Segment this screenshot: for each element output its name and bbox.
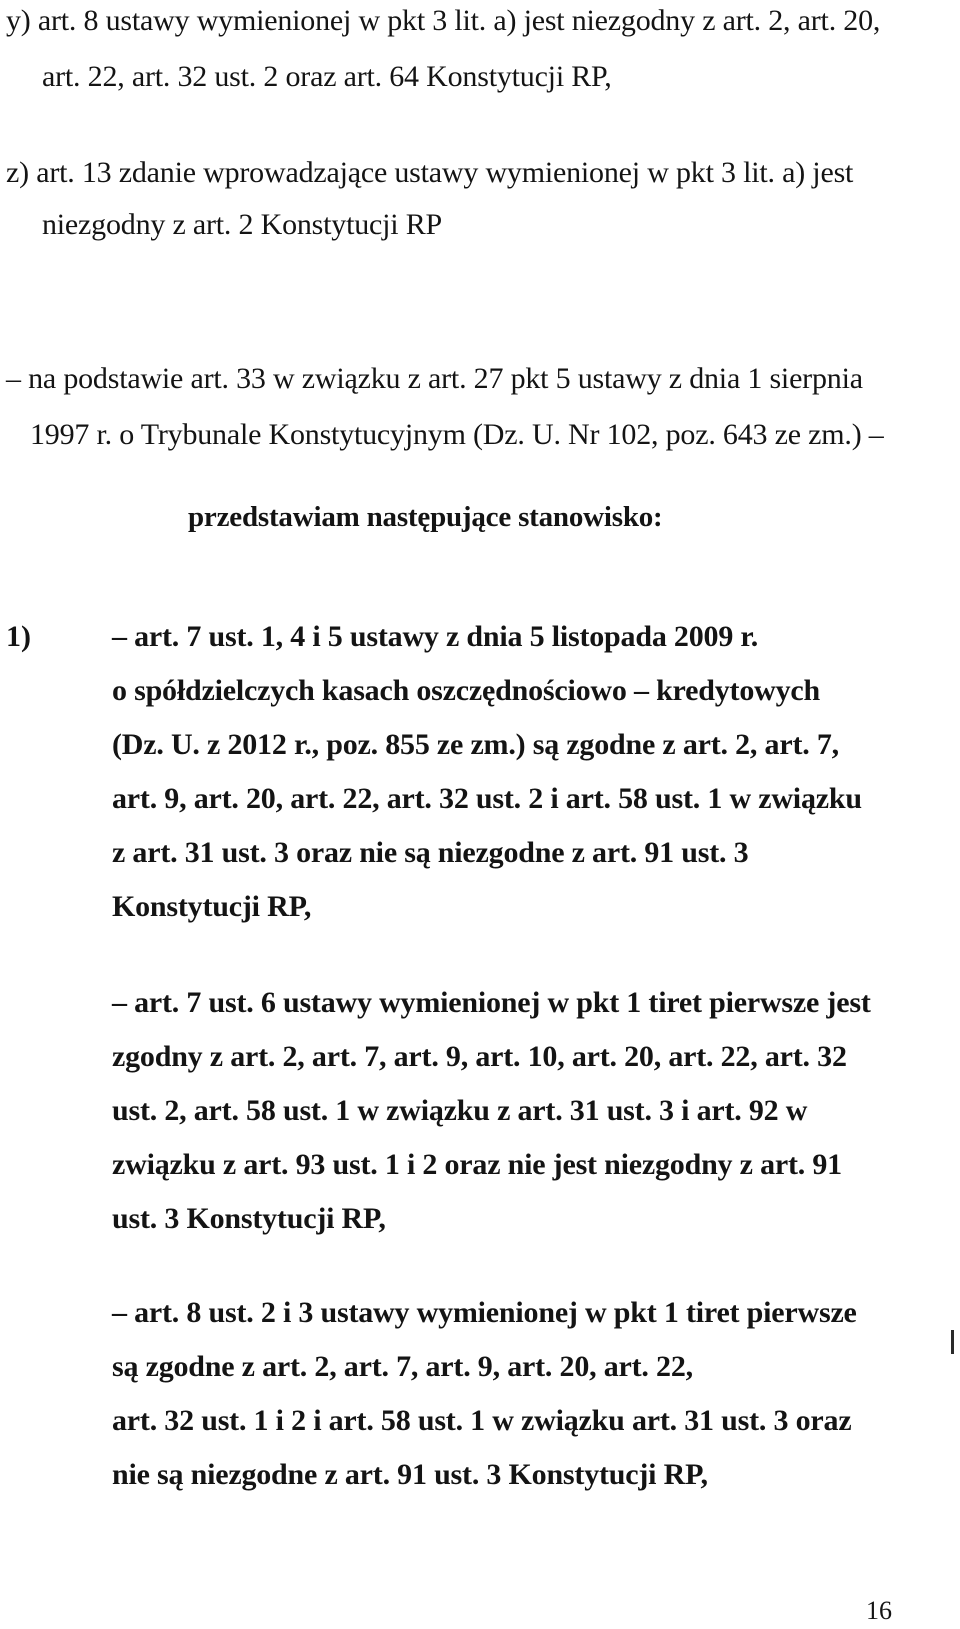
dash-2-line-2: zgodny z art. 2, art. 7, art. 9, art. 10, art. 20, art. 22, art. 32: [112, 1040, 847, 1073]
dash-3-line-1: – art. 8 ust. 2 i 3 ustawy wymienionej w pkt 1 tiret pierwsze: [112, 1296, 857, 1329]
block-z-line-2: niezgodny z art. 2 Konstytucji RP: [42, 208, 443, 241]
dash-3-line-2: są zgodne z art. 2, art. 7, art. 9, art. 20, art. 22,: [112, 1350, 693, 1383]
point-1-line-2: o spółdzielczych kasach oszczędnościowo – kredytowych: [112, 674, 820, 707]
dash-2-line-5: ust. 3 Konstytucji RP,: [112, 1202, 386, 1235]
block-y-line-2: art. 22, art. 32 ust. 2 oraz art. 64 Konstytucji RP,: [42, 60, 612, 93]
block-z-line-1: z) art. 13 zdanie wprowadzające ustawy wymienionej w pkt 3 lit. a) jest: [6, 156, 854, 189]
page-number: 16: [866, 1596, 892, 1625]
dash-3-line-4: nie są niezgodne z art. 91 ust. 3 Konstytucji RP,: [112, 1458, 708, 1491]
point-1-line-3: (Dz. U. z 2012 r., poz. 855 ze zm.) są zgodne z art. 2, art. 7,: [112, 728, 839, 761]
legal-basis-line-1: – na podstawie art. 33 w związku z art. 27 pkt 5 ustawy z dnia 1 sierpnia: [6, 362, 863, 395]
point-1-number: 1): [6, 620, 31, 653]
dash-2-line-1: – art. 7 ust. 6 ustawy wymienionej w pkt 1 tiret pierwsze jest: [112, 986, 871, 1019]
dash-2-line-4: związku z art. 93 ust. 1 i 2 oraz nie jest niezgodny z art. 91: [112, 1148, 842, 1181]
legal-basis-line-2: 1997 r. o Trybunale Konstytucyjnym (Dz. U. Nr 102, poz. 643 ze zm.) –: [30, 418, 884, 451]
position-heading: przedstawiam następujące stanowisko:: [188, 501, 663, 533]
point-1-line-6: Konstytucji RP,: [112, 890, 312, 923]
point-1-line-1: – art. 7 ust. 1, 4 i 5 ustawy z dnia 5 listopada 2009 r.: [112, 620, 759, 653]
block-y-line-1: y) art. 8 ustawy wymienionej w pkt 3 lit. a) jest niezgodny z art. 2, art. 20,: [6, 4, 881, 37]
margin-mark: [951, 1330, 954, 1354]
point-1-line-4: art. 9, art. 20, art. 22, art. 32 ust. 2 i art. 58 ust. 1 w związku: [112, 782, 862, 815]
point-1-line-5: z art. 31 ust. 3 oraz nie są niezgodne z art. 91 ust. 3: [112, 836, 749, 869]
dash-2-line-3: ust. 2, art. 58 ust. 1 w związku z art. 31 ust. 3 i art. 92 w: [112, 1094, 808, 1127]
dash-3-line-3: art. 32 ust. 1 i 2 i art. 58 ust. 1 w związku art. 31 ust. 3 oraz: [112, 1404, 852, 1437]
